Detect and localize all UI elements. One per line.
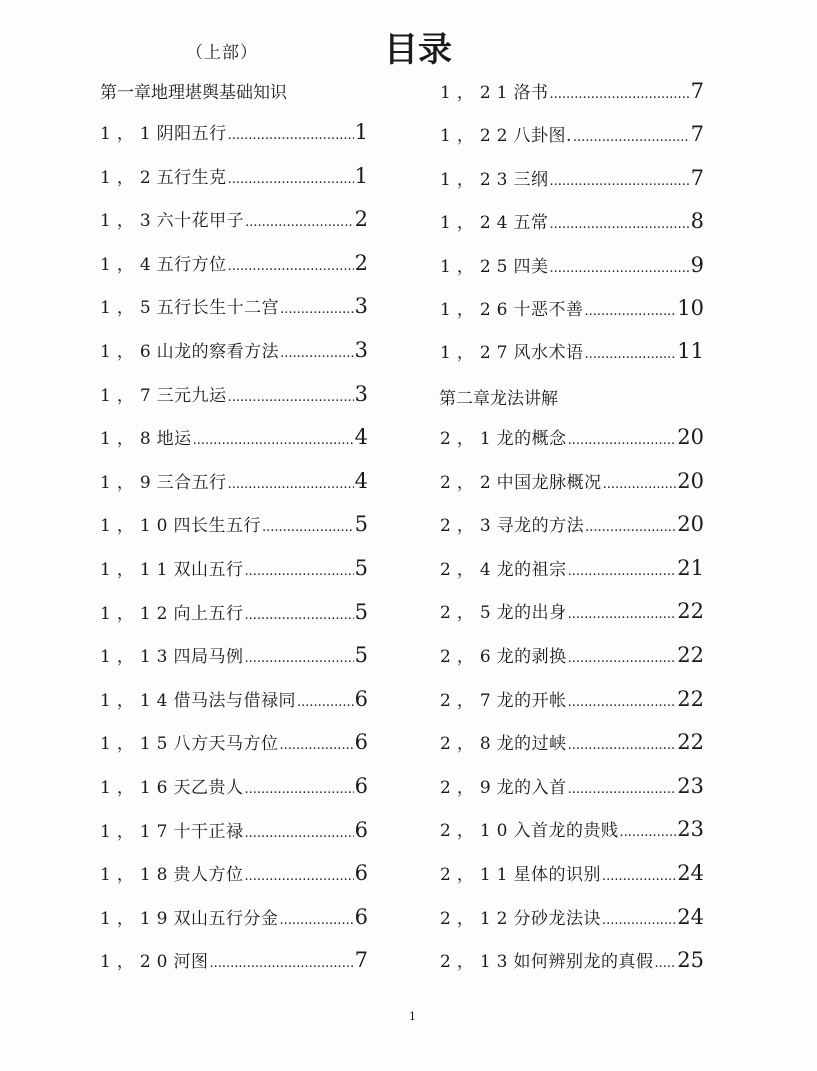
toc-entry-title: 龙的出身 (496, 603, 567, 624)
dot-leader (297, 695, 354, 710)
toc-entry-page: 11 (677, 339, 704, 364)
toc-entry-page: 20 (677, 468, 704, 493)
toc-entry-number: 1，5 (100, 298, 157, 319)
dot-leader (245, 215, 353, 230)
toc-entry-number: 1，18 (100, 865, 174, 886)
toc-entry-title: 龙的祖宗 (496, 559, 567, 580)
toc-entry-number: 1，21 (440, 83, 514, 103)
toc-entry-title: 双山五行 (173, 560, 244, 580)
toc-entry-title: 天乙贵人 (173, 778, 244, 798)
toc-entry (440, 252, 704, 277)
dot-leader (244, 608, 353, 623)
page-title: 目录 (384, 30, 452, 70)
toc-entry-number: 1，16 (100, 778, 174, 798)
dot-leader (228, 259, 354, 274)
dot-leader (244, 651, 353, 666)
toc-entry (440, 642, 704, 667)
toc-entry-number: 1，6 (100, 342, 157, 362)
toc-entry-title: 四长生五行 (173, 516, 261, 537)
toc-entry-number: 1，15 (100, 734, 174, 755)
dot-leader (573, 130, 690, 145)
toc-entry-page: 2 (354, 207, 368, 232)
toc-entry (100, 642, 368, 667)
toc-entry-page: 24 (677, 861, 704, 885)
toc-entry (440, 816, 704, 841)
toc-entry-page: 9 (690, 252, 704, 277)
toc-entry-title: 分砂龙法诀 (513, 908, 601, 929)
chapter-1-heading: 第一章地理堪舆基础知识 (100, 83, 287, 103)
toc-entry-title: 龙的过峡 (496, 734, 567, 755)
dot-leader (228, 172, 354, 187)
dot-leader (193, 433, 354, 448)
toc-entry-title: 双山五行分金 (173, 908, 279, 929)
chapter-2-heading: 第二章龙法讲解 (439, 389, 558, 409)
toc-entry (440, 338, 704, 363)
toc-entry-page: 24 (677, 904, 704, 929)
toc-entry-page: 21 (677, 555, 704, 580)
toc-entry-number: 1，7 (100, 385, 157, 406)
toc-entry-number: 1，9 (100, 472, 157, 493)
dot-leader (244, 826, 353, 841)
toc-entry-number: 2，1 (440, 429, 497, 449)
toc-entry (100, 729, 368, 754)
dot-leader (262, 520, 354, 535)
dot-leader (279, 738, 353, 753)
toc-entry-number: 1，23 (440, 169, 514, 190)
dot-leader (619, 825, 676, 840)
toc-entry-page: 3 (354, 338, 368, 362)
toc-entry (440, 208, 704, 233)
dot-leader (280, 302, 353, 317)
dot-leader (568, 564, 677, 579)
toc-entry-page: 22 (677, 599, 704, 624)
toc-entry-page: 20 (677, 512, 704, 537)
toc-entry (100, 250, 368, 275)
toc-entry-title: 龙的概念 (496, 429, 567, 449)
toc-entry-page: 6 (354, 686, 368, 711)
toc-entry (100, 381, 368, 406)
toc-entry-page: 4 (354, 425, 368, 450)
toc-entry (440, 511, 704, 536)
toc-entry (440, 860, 704, 885)
dot-leader (549, 261, 689, 276)
toc-entry-page: 4 (354, 468, 368, 493)
dot-leader (244, 782, 353, 797)
toc-entry-number: 1，3 (100, 211, 157, 232)
toc-entry (100, 511, 368, 536)
toc-entry-number: 1，22 (440, 126, 514, 147)
toc-entry-number: 1，2 (100, 167, 157, 188)
toc-entry (100, 293, 368, 318)
toc-entry-title: 如何辨别龙的真假 (513, 952, 654, 973)
toc-entry (440, 121, 704, 146)
toc-entry (100, 555, 368, 580)
toc-entry (100, 424, 368, 449)
toc-entry-page: 6 (354, 817, 368, 842)
toc-entry-page: 20 (677, 425, 704, 449)
toc-entry-title: 阴阳五行 (156, 124, 227, 144)
dot-leader (244, 564, 353, 579)
dot-leader (602, 869, 676, 884)
toc-entry-title: 三元九运 (156, 385, 227, 406)
toc-entry (440, 555, 704, 580)
toc-entry (100, 904, 368, 929)
toc-entry-number: 1，20 (100, 952, 174, 973)
dot-leader (603, 477, 677, 492)
toc-entry-title: 八卦图. (513, 126, 572, 147)
toc-entry-title: 八方天马方位 (173, 734, 279, 755)
dot-leader (568, 695, 677, 710)
toc-entry (440, 947, 704, 972)
footer-page-number: 1 (409, 1010, 416, 1023)
toc-entry (440, 598, 704, 623)
dot-leader (209, 956, 353, 971)
toc-entry-page: 5 (354, 643, 368, 668)
toc-entry-page: 23 (677, 773, 704, 798)
toc-entry-title: 五行方位 (156, 254, 227, 275)
toc-entry (100, 468, 368, 493)
toc-entry-number: 2，8 (440, 734, 497, 755)
toc-entry-page: 10 (677, 296, 704, 320)
toc-entry-page: 5 (354, 512, 368, 537)
toc-entry-number: 2，12 (440, 908, 514, 929)
toc-entry-number: 1，27 (440, 343, 514, 364)
toc-entry-number: 1，4 (100, 254, 157, 275)
toc-entry (440, 295, 704, 320)
toc-entry-number: 1，12 (100, 603, 174, 624)
toc-entry-title: 寻龙的方法 (496, 516, 585, 537)
toc-entry-title: 地运 (156, 429, 192, 450)
dot-leader (280, 346, 353, 361)
toc-entry-page: 8 (690, 209, 704, 234)
toc-entry-number: 2，6 (440, 647, 497, 667)
toc-entry (100, 206, 368, 231)
toc-entry-page: 6 (354, 730, 368, 755)
toc-entry-title: 贵人方位 (173, 865, 244, 886)
toc-entry (440, 468, 704, 493)
toc-entry-page: 25 (677, 948, 704, 973)
toc-entry-title: 向上五行 (173, 603, 244, 624)
toc-entry (100, 947, 368, 972)
toc-entry-title: 四美 (513, 256, 549, 277)
toc-entry-number: 2，13 (440, 952, 514, 973)
dot-leader (279, 913, 353, 928)
toc-entry-page: 23 (677, 817, 704, 842)
toc-entry-page: 5 (354, 599, 368, 624)
toc-entry-number: 2，10 (440, 821, 514, 842)
toc-entry-number: 1，17 (100, 821, 174, 842)
toc-entry (100, 119, 368, 144)
toc-entry-page: 7 (690, 122, 704, 147)
toc-entry-title: 河图 (173, 952, 209, 973)
toc-entry-number: 1，10 (100, 516, 174, 537)
toc-entry (440, 904, 704, 929)
toc-entry-number: 1，25 (440, 256, 514, 277)
toc-entry-page: 22 (677, 643, 704, 667)
toc-entry-title: 山龙的察看方法 (156, 342, 280, 362)
toc-entry-page: 6 (354, 861, 368, 886)
toc-entry (100, 163, 368, 188)
toc-entry-page: 7 (354, 948, 368, 973)
dot-leader (244, 869, 353, 884)
dot-leader (549, 217, 689, 232)
toc-entry-number: 1，19 (100, 908, 174, 929)
dot-leader (549, 174, 689, 189)
toc-entry-title: 五常 (513, 213, 549, 234)
toc-entry-page: 22 (677, 730, 704, 755)
toc-entry-title: 中国龙脉概况 (496, 472, 602, 493)
toc-entry-title: 龙的剥换 (496, 647, 567, 667)
toc-entry-number: 1，14 (100, 690, 174, 711)
toc-entry-title: 五行长生十二宫 (156, 298, 280, 319)
toc-entry-title: 洛书 (513, 83, 549, 103)
toc-entry-number: 1，1 (100, 124, 157, 144)
toc-entry-title: 十恶不善 (513, 300, 584, 320)
toc-entry (440, 686, 704, 711)
toc-entry-page: 6 (354, 774, 368, 798)
toc-entry-page: 2 (354, 250, 368, 275)
toc-entry-title: 借马法与借禄同 (173, 690, 296, 711)
dot-leader (568, 607, 677, 622)
toc-entry-number: 1，13 (100, 647, 174, 668)
toc-entry (100, 860, 368, 885)
dot-leader (584, 347, 676, 362)
toc-entry-number: 2，11 (440, 865, 514, 885)
toc-entry-title: 十干正禄 (173, 821, 244, 842)
toc-entry (440, 165, 704, 190)
toc-entry (440, 424, 704, 449)
dot-leader (228, 390, 354, 405)
toc-entry-number: 1，8 (100, 429, 157, 450)
toc-entry-page: 7 (690, 165, 704, 190)
toc-entry-number: 2，5 (440, 603, 497, 624)
toc-entry-page: 3 (354, 294, 368, 319)
toc-entry-number: 1，11 (100, 560, 174, 580)
toc-entry-title: 四局马例 (173, 647, 244, 668)
toc-entry-number: 2，3 (440, 516, 497, 537)
toc-entry (100, 817, 368, 842)
toc-entry (100, 773, 368, 798)
dot-leader (584, 304, 676, 319)
dot-leader (585, 520, 676, 535)
toc-entry (440, 729, 704, 754)
toc-entry-page: 1 (354, 120, 368, 144)
dot-leader (549, 87, 689, 102)
dot-leader (568, 433, 677, 448)
toc-entry-page: 5 (354, 556, 368, 580)
toc-entry-title: 五行生克 (156, 167, 227, 188)
toc-entry (100, 686, 368, 711)
toc-entry (100, 599, 368, 624)
toc-entry-title: 三纲 (513, 169, 549, 190)
toc-entry (440, 78, 704, 103)
toc-entry-title: 六十花甲子 (156, 211, 245, 232)
toc-entry-title: 龙的开帐 (496, 690, 567, 711)
dot-leader (568, 782, 677, 797)
toc-entry (440, 773, 704, 798)
toc-entry-page: 6 (354, 904, 368, 929)
dot-leader (568, 738, 677, 753)
toc-entry-number: 2，2 (440, 472, 497, 493)
toc-entry (100, 337, 368, 362)
toc-entry-number: 1，24 (440, 213, 514, 234)
toc-entry-number: 1，26 (440, 300, 514, 320)
toc-entry-number: 2，4 (440, 559, 497, 580)
dot-leader (654, 956, 676, 971)
toc-entry-number: 2，9 (440, 777, 497, 798)
toc-entry-title: 星体的识别 (513, 865, 601, 885)
toc-entry-number: 2，7 (440, 690, 497, 711)
toc-entry-title: 入首龙的贵贱 (513, 821, 619, 842)
dot-leader (228, 128, 354, 143)
toc-entry-page: 22 (677, 686, 704, 711)
toc-entry-title: 三合五行 (156, 472, 227, 493)
dot-leader (568, 651, 677, 666)
dot-leader (228, 477, 354, 492)
toc-entry-page: 1 (354, 163, 368, 188)
toc-entry-title: 龙的入首 (496, 777, 567, 798)
toc-entry-page: 7 (690, 79, 704, 103)
toc-entry-page: 3 (354, 381, 368, 406)
dot-leader (602, 913, 676, 928)
toc-entry-title: 风水术语 (513, 343, 584, 364)
part-label: （上部） (186, 43, 258, 63)
